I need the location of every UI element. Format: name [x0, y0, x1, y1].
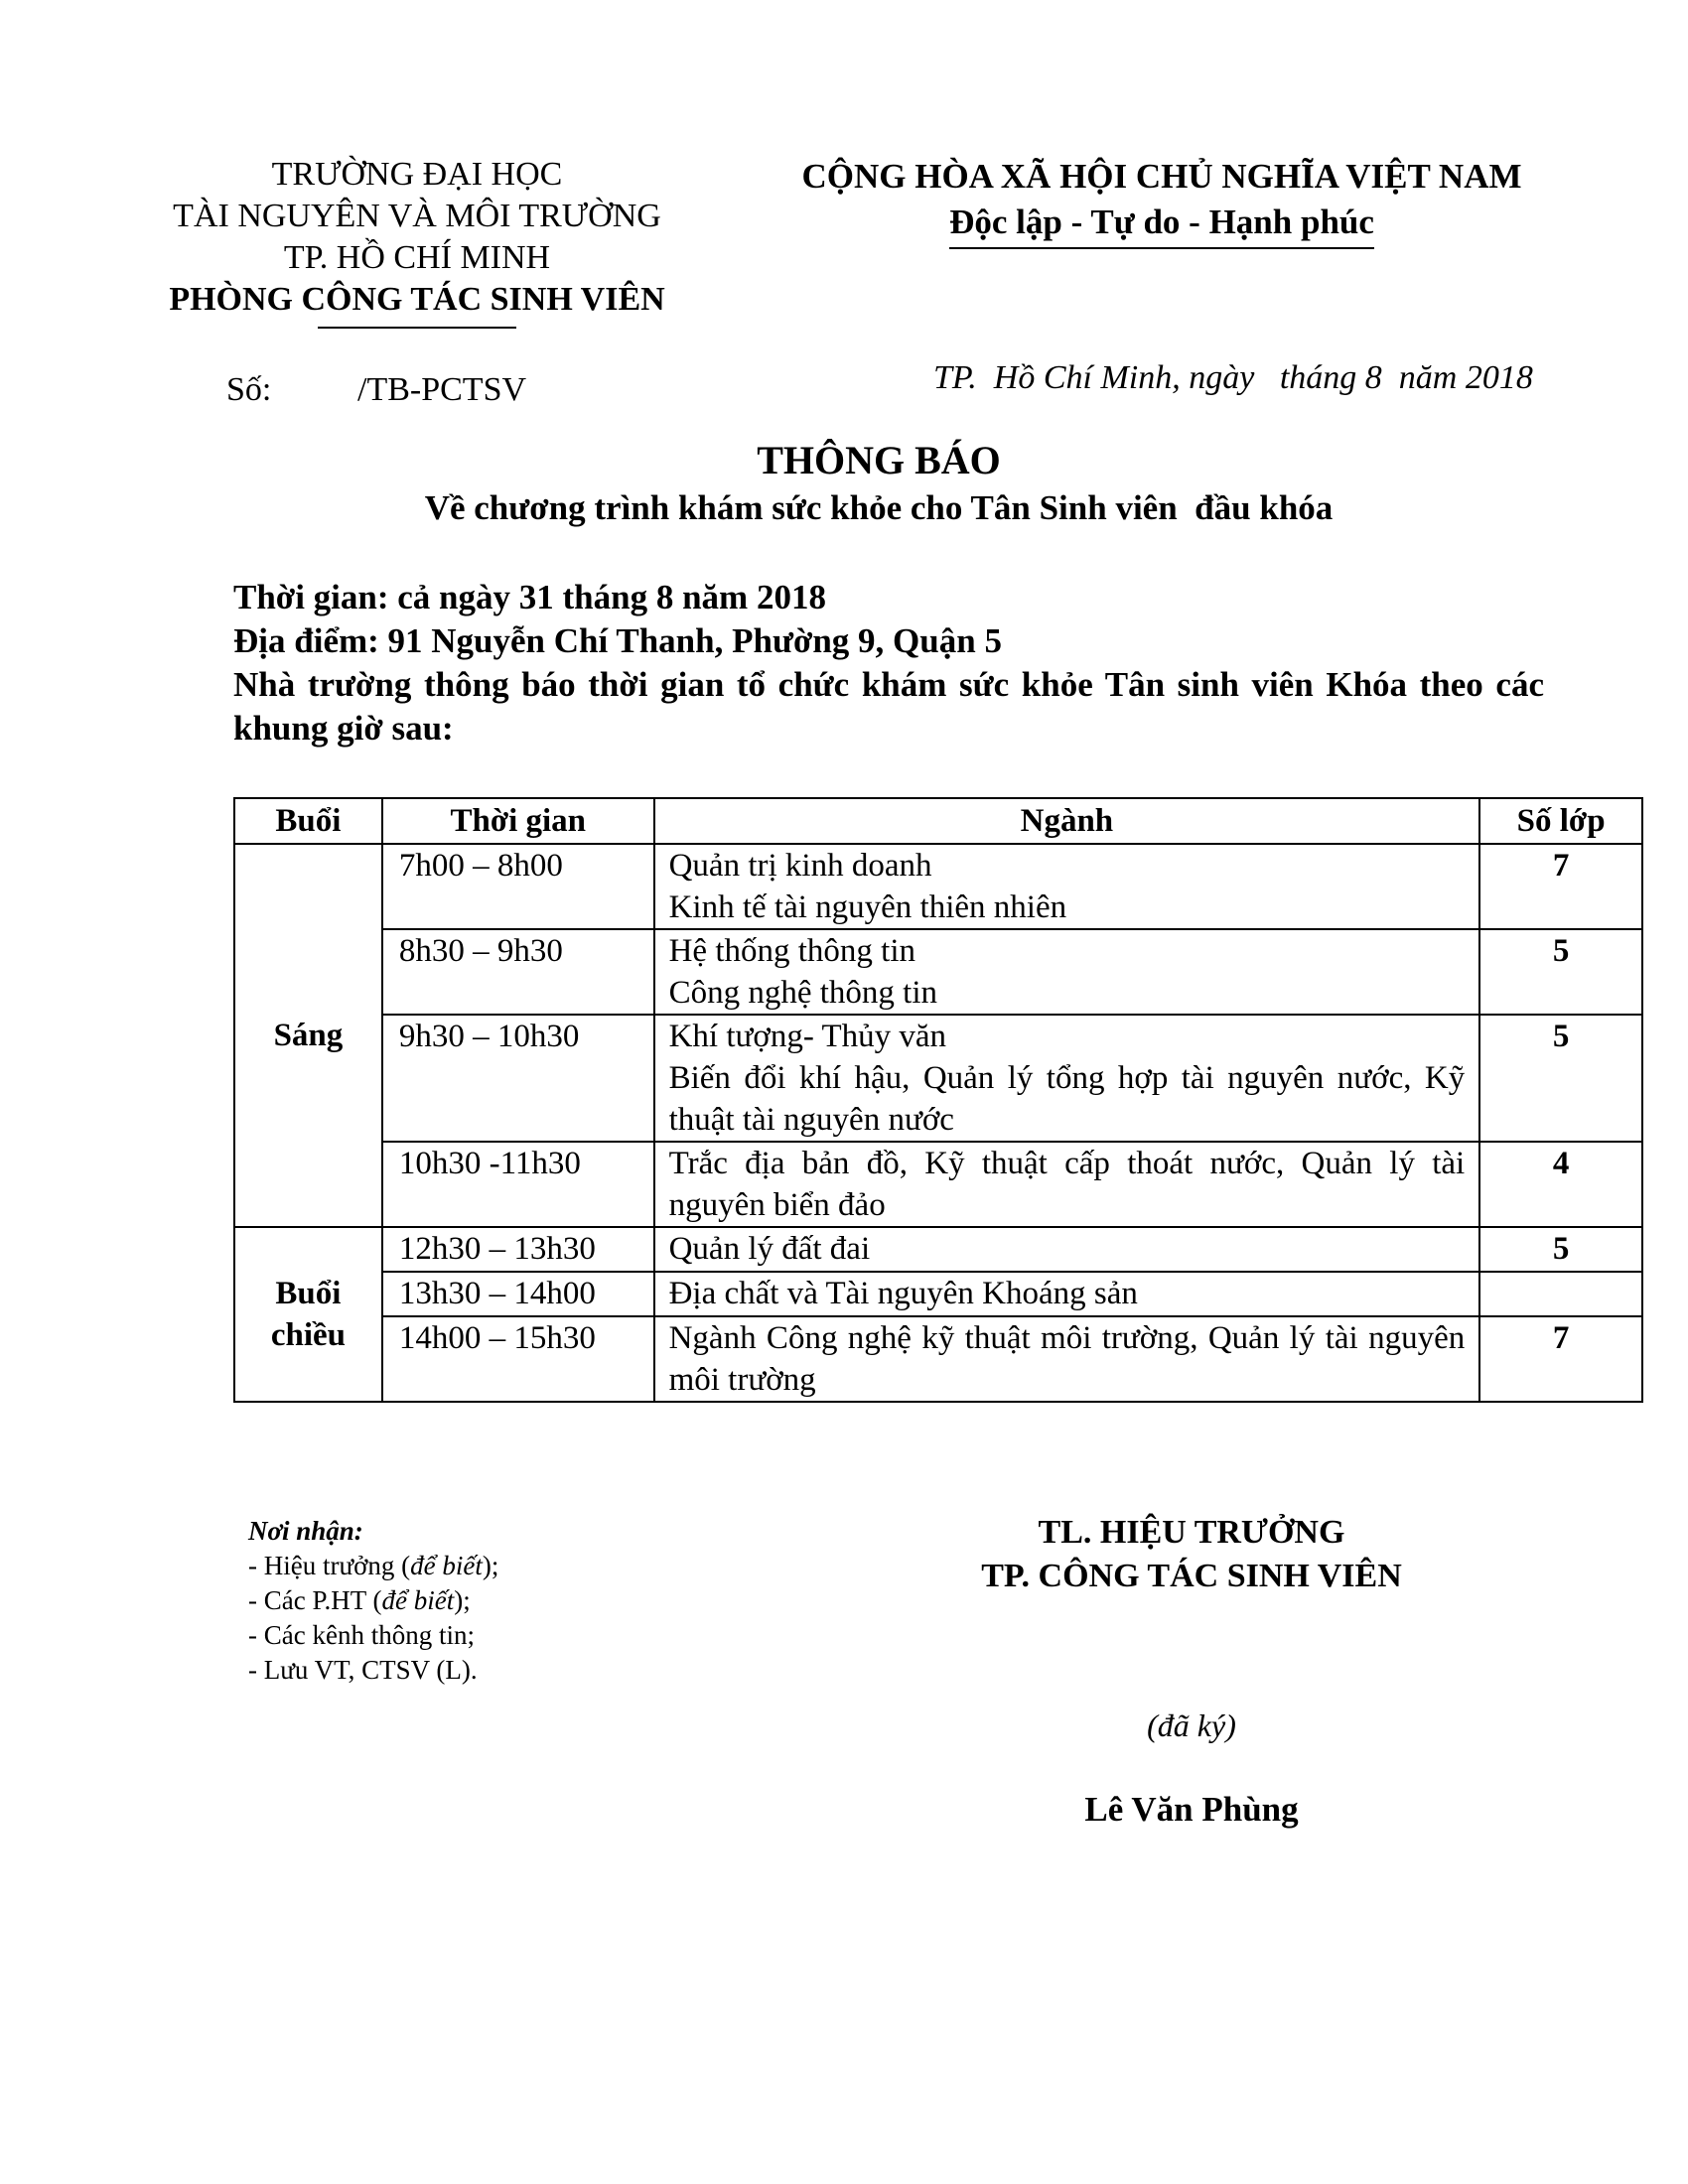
signer-title-1: TL. HIỆU TRƯỞNG — [1038, 1514, 1345, 1551]
university-line-2: TÀI NGUYÊN VÀ MÔI TRƯỜNG — [173, 198, 661, 234]
major-cell: Trắc địa bản đồ, Kỹ thuật cấp thoát nước, Quản lý tài nguyên biển đảo — [654, 1142, 1480, 1227]
national-header — [755, 154, 1569, 249]
header-session: Buổi — [234, 798, 382, 844]
major-line: Quản trị kinh doanh — [668, 848, 932, 884]
time-cell: 8h30 – 9h30 — [382, 929, 654, 1015]
time-cell: 12h30 – 13h30 — [382, 1227, 654, 1272]
table-row — [234, 1316, 1642, 1402]
notice-text: Nhà trường thông báo thời gian tổ chức khám sức khỏe Tân sinh viên Khóa theo các khung giờ sau: — [233, 665, 1544, 748]
major-cell — [654, 929, 1480, 1015]
table-row — [234, 1142, 1642, 1227]
table-row — [234, 929, 1642, 1015]
nation-name: CỘNG HÒA XÃ HỘI CHỦ NGHĨA VIỆT NAM — [801, 157, 1522, 196]
signer-name: Lê Văn Phùng — [1084, 1790, 1299, 1829]
header-time: Thời gian — [382, 798, 654, 844]
recipient-text: - Các P.HT ( — [248, 1585, 382, 1615]
recipient-note: để biết — [410, 1551, 483, 1580]
time-cell: 13h30 – 14h00 — [382, 1272, 654, 1316]
class-count-cell: 4 — [1479, 1142, 1642, 1227]
major-line: Kinh tế tài nguyên thiên nhiên — [668, 889, 1067, 925]
header-major: Ngành — [654, 798, 1480, 844]
signature-block — [874, 1511, 1509, 1598]
recipient-item: - Các kênh thông tin; — [248, 1620, 475, 1650]
issuing-organization — [119, 154, 715, 329]
major-cell: Địa chất và Tài nguyên Khoáng sản — [654, 1272, 1480, 1316]
class-count-cell: 5 — [1479, 929, 1642, 1015]
issue-date: TP. Hồ Chí Minh, ngày tháng 8 năm 2018 — [933, 359, 1533, 396]
table-row — [234, 1227, 1642, 1272]
class-count-cell — [1479, 1272, 1642, 1316]
table-row — [234, 1015, 1642, 1142]
info-block — [233, 576, 1544, 751]
event-location: Địa điểm: 91 Nguyễn Chí Thanh, Phường 9, Quận 5 — [233, 621, 1002, 660]
university-line-1: TRƯỜNG ĐẠI HỌC — [271, 156, 563, 193]
time-cell: 10h30 -11h30 — [382, 1142, 654, 1227]
major-line: Hệ thống thông tin — [668, 933, 915, 969]
university-line-3: TP. HỒ CHÍ MINH — [283, 239, 551, 276]
recipient-text: - Hiệu trưởng ( — [248, 1551, 411, 1580]
recipient-note: để biết — [381, 1585, 455, 1615]
recipient-end: ); — [454, 1585, 471, 1615]
recipients-list — [248, 1514, 498, 1688]
national-motto: Độc lập - Tự do - Hạnh phúc — [949, 200, 1374, 249]
time-cell: 9h30 – 10h30 — [382, 1015, 654, 1142]
class-count-cell: 7 — [1479, 1316, 1642, 1402]
table-row — [234, 844, 1642, 929]
class-count-cell: 7 — [1479, 844, 1642, 929]
session-afternoon — [234, 1227, 382, 1402]
recipient-item — [248, 1549, 498, 1583]
major-cell: Quản lý đất đai — [654, 1227, 1480, 1272]
header-divider — [318, 327, 516, 329]
major-line: Khí tượng- Thủy văn — [668, 1019, 947, 1054]
major-cell: Ngành Công nghệ kỹ thuật môi trường, Quản lý tài nguyên môi trường — [654, 1316, 1480, 1402]
session-morning: Sáng — [234, 844, 382, 1227]
major-cell — [654, 844, 1480, 929]
doc-number-code: /TB-PCTSV — [357, 371, 527, 408]
header-class-count: Số lớp — [1479, 798, 1642, 844]
time-cell: 14h00 – 15h30 — [382, 1316, 654, 1402]
signer-title-2: TP. CÔNG TÁC SINH VIÊN — [981, 1558, 1402, 1594]
table-row — [234, 1272, 1642, 1316]
document-subtitle: Về chương trình khám sức khỏe cho Tân Sinh viên đầu khóa — [424, 488, 1334, 527]
doc-number-label: Số: — [226, 371, 272, 408]
session-afternoon-line-2: chiều — [270, 1317, 347, 1353]
time-cell: 7h00 – 8h00 — [382, 844, 654, 929]
recipient-end: ); — [482, 1551, 499, 1580]
major-cell — [654, 1015, 1480, 1142]
class-count-cell: 5 — [1479, 1227, 1642, 1272]
signed-note: (đã ký) — [1147, 1707, 1236, 1743]
document-title: THÔNG BÁO — [757, 438, 1001, 482]
department-name: PHÒNG CÔNG TÁC SINH VIÊN — [169, 281, 665, 318]
schedule-table — [233, 797, 1643, 1403]
event-time: Thời gian: cả ngày 31 tháng 8 năm 2018 — [233, 578, 826, 616]
session-afternoon-line-1: Buổi — [275, 1276, 342, 1311]
table-header-row — [234, 798, 1642, 844]
recipient-item: - Lưu VT, CTSV (L). — [248, 1655, 478, 1685]
recipient-item — [248, 1583, 498, 1618]
major-line: Biến đổi khí hậu, Quản lý tổng hợp tài nguyên nước, Kỹ thuật tài nguyên nước — [668, 1060, 1466, 1138]
recipients-heading: Nơi nhận: — [248, 1516, 363, 1546]
class-count-cell: 5 — [1479, 1015, 1642, 1142]
major-line: Công nghệ thông tin — [668, 975, 938, 1011]
